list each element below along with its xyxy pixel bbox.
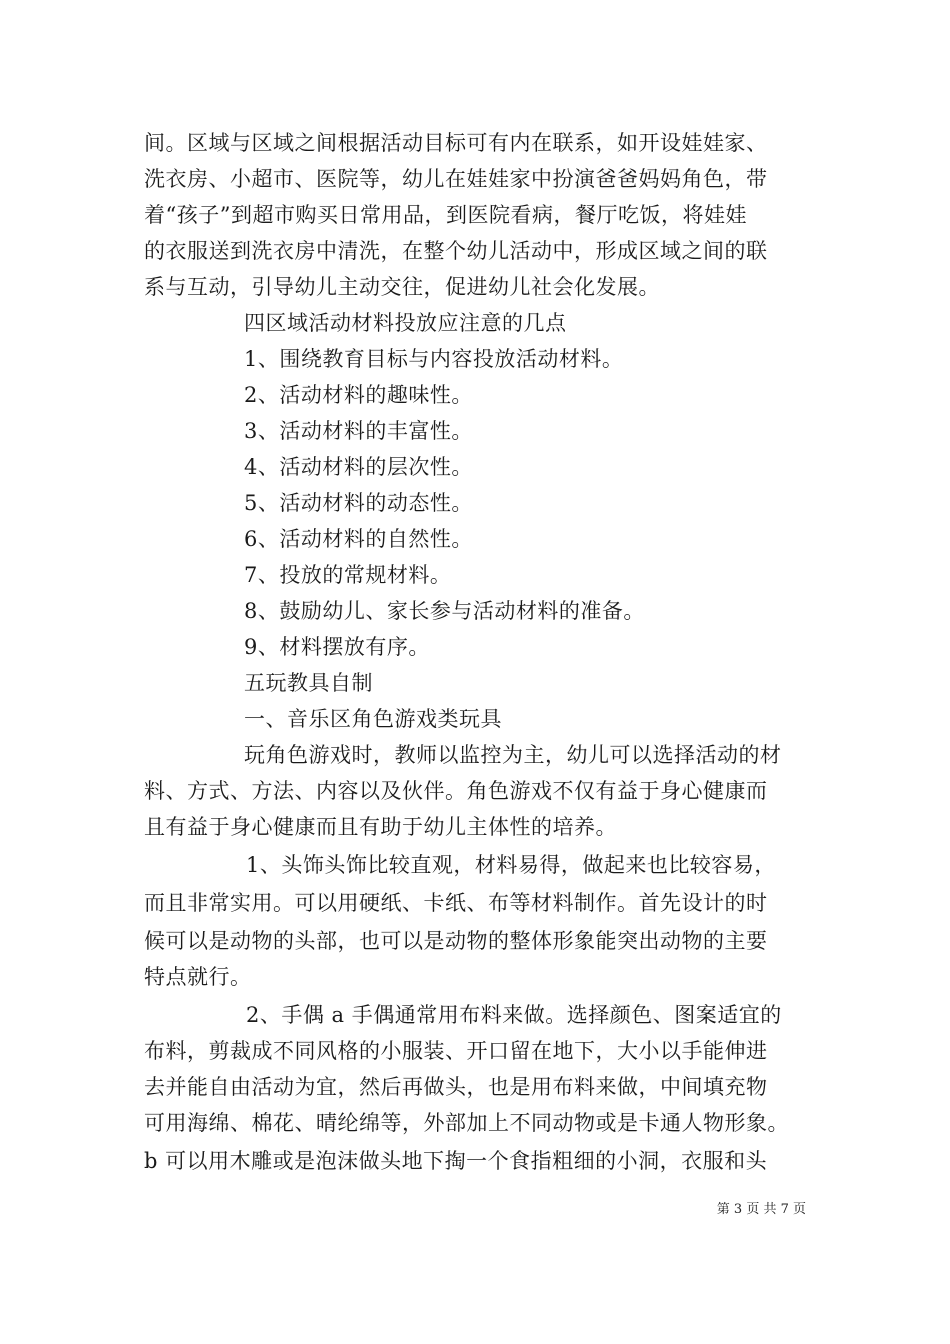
list-item: 9、材料摆放有序。: [244, 635, 430, 659]
paragraph-line: 布料，剪裁成不同风格的小服装、开口留在地下，大小以手能伸进: [144, 1039, 768, 1063]
list-item: 4、活动材料的层次性。: [244, 455, 473, 479]
list-item: 5、活动材料的动态性。: [244, 491, 473, 515]
paragraph-line: 洗衣房、小超市、医院等，幼儿在娃娃家中扮演爸爸妈妈角色，带: [144, 167, 768, 191]
list-item: 8、鼓励幼儿、家长参与活动材料的准备。: [244, 599, 645, 623]
paragraph-line: 料、方式、方法、内容以及伙伴。角色游戏不仅有益于身心健康而: [144, 779, 768, 803]
list-item: 6、活动材料的自然性。: [244, 527, 473, 551]
paragraph-line: 间。区域与区域之间根据活动目标可有内在联系，如开设娃娃家、: [144, 131, 768, 155]
list-item: 1、围绕教育目标与内容投放活动材料。: [244, 347, 624, 371]
paragraph-line: 特点就行。: [144, 965, 252, 989]
paragraph-line: 1、头饰头饰比较直观，材料易得，做起来也比较容易，: [246, 853, 776, 877]
page-number: 第 3 页 共 7 页: [716, 1202, 806, 1217]
subsection-heading: 一、音乐区角色游戏类玩具: [244, 707, 502, 731]
paragraph-line: 的衣服送到洗衣房中清洗，在整个幼儿活动中，形成区域之间的联: [144, 239, 768, 263]
paragraph-line: 候可以是动物的头部，也可以是动物的整体形象能突出动物的主要: [144, 929, 768, 953]
paragraph-line: 系与互动，引导幼儿主动交往，促进幼儿社会化发展。: [144, 275, 660, 299]
paragraph-line: b 可以用木雕或是泡沫做头地下掏一个食指粗细的小洞，衣服和头: [144, 1149, 768, 1173]
paragraph-line: 去并能自由活动为宜，然后再做头，也是用布料来做，中间填充物: [144, 1075, 768, 1099]
paragraph-line: 而且非常实用。可以用硬纸、卡纸、布等材料制作。首先设计的时: [144, 891, 768, 915]
paragraph-line: 着“孩子”到超市购买日常用品，到医院看病，餐厅吃饭，将娃娃: [144, 203, 747, 227]
section-heading: 四区域活动材料投放应注意的几点: [244, 311, 567, 335]
list-item: 2、活动材料的趣味性。: [244, 383, 473, 407]
paragraph-line: 玩角色游戏时，教师以监控为主，幼儿可以选择活动的材: [244, 743, 782, 767]
paragraph-line: 2、手偶 a 手偶通常用布料来做。选择颜色、图案适宜的: [246, 1003, 782, 1027]
list-item: 3、活动材料的丰富性。: [244, 419, 473, 443]
list-item: 7、投放的常规材料。: [244, 563, 452, 587]
section-heading: 五玩教具自制: [244, 671, 373, 695]
paragraph-line: 可用海绵、棉花、晴纶绵等，外部加上不同动物或是卡通人物形象。: [144, 1111, 789, 1135]
paragraph-line: 且有益于身心健康而且有助于幼儿主体性的培养。: [144, 815, 617, 839]
